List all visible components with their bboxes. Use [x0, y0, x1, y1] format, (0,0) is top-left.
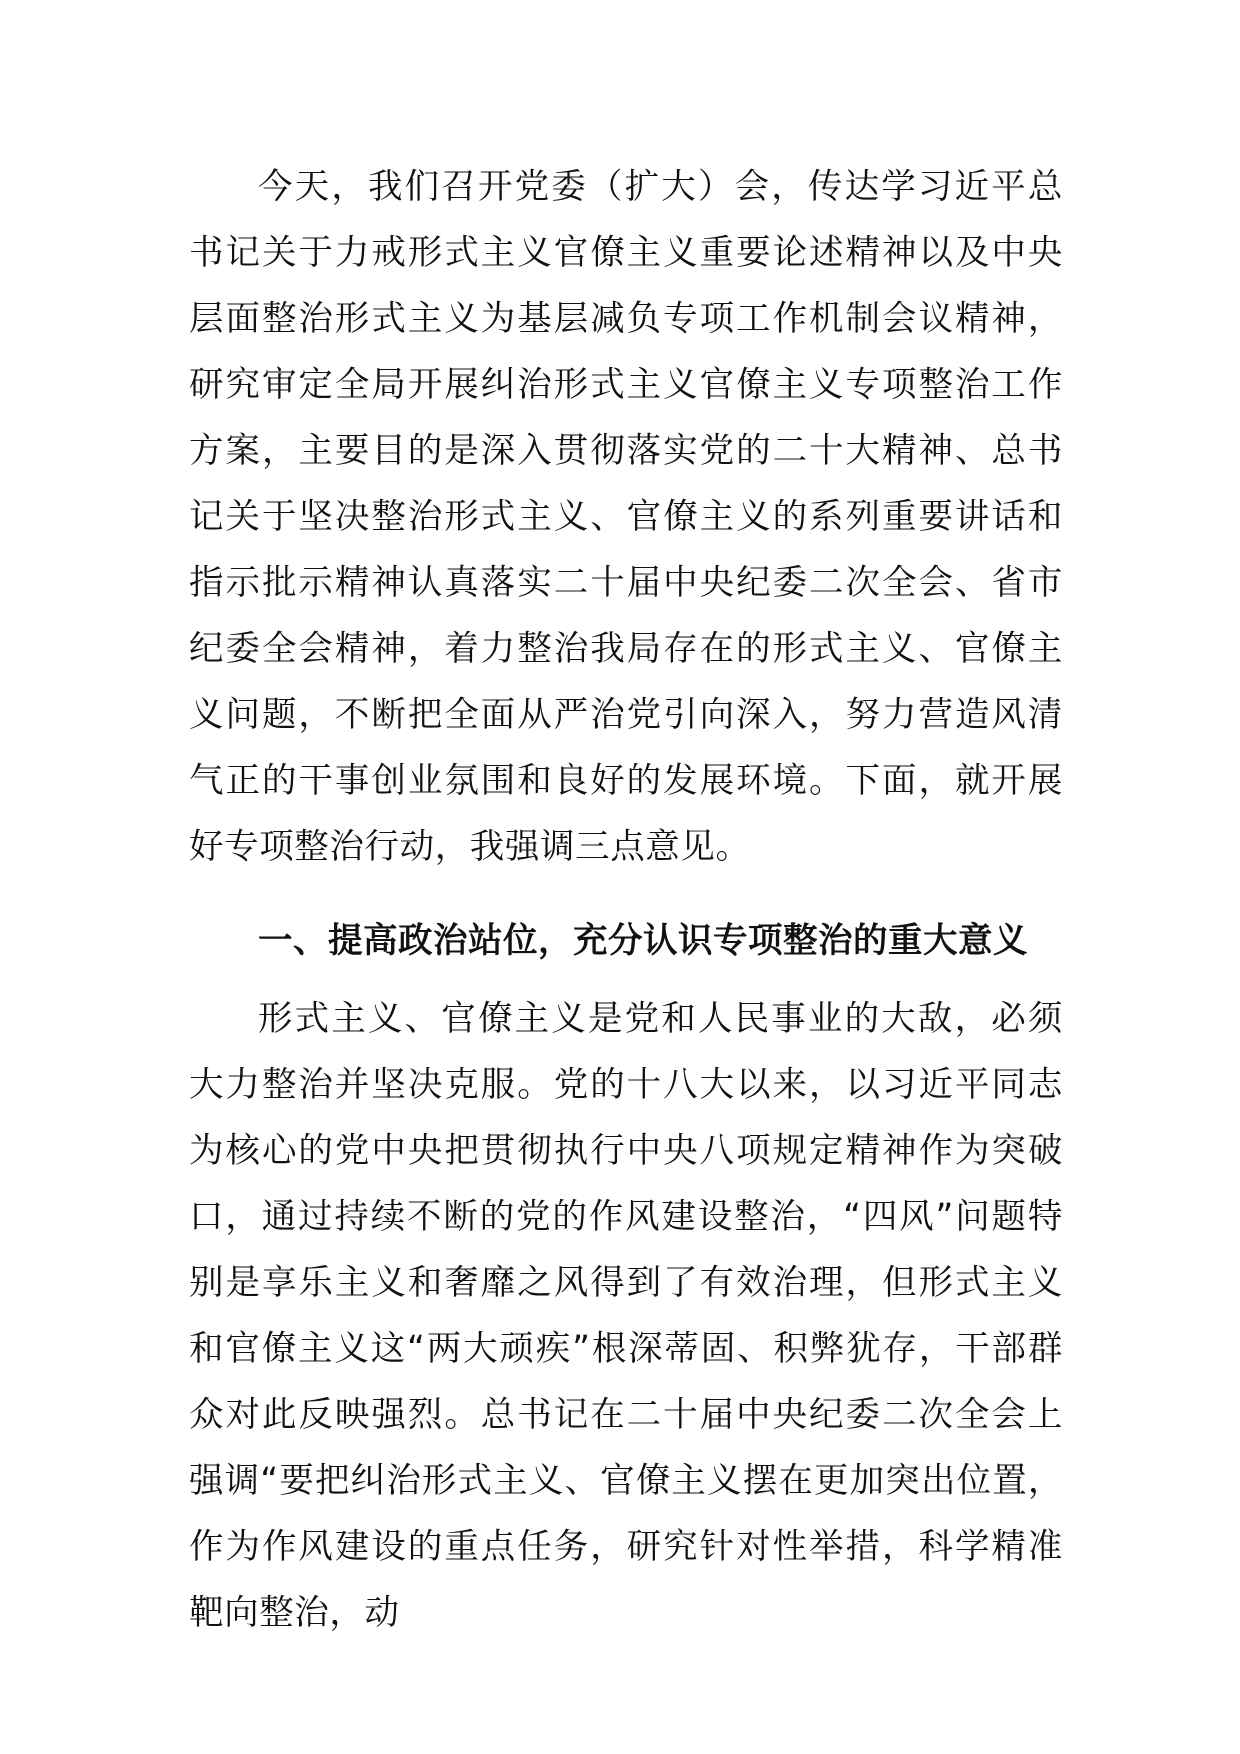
section-1-paragraph: 形式主义、官僚主义是党和人民事业的大敌，必须大力整治并坚决克服。党的十八大以来，以习近平同志为核心的党中央把贯彻执行中央八项规定精神作为突破口，通过持续不断的党的作风建设整治，“四风”问题特别是享乐主义和奢靡之风得到了有效治理，但形式主义和官僚主义这“两大顽疾”根深蒂固、积弊犹存，干部群众对此反映强烈。总书记在二十届中央纪委二次全会上强调“要把纠治形式主义、官僚主义摆在更加突出位置，作为作风建设的重点任务，研究针对性举措，科学精准靶向整治，动: [189, 999, 1063, 1633]
section-heading-1: 一、提高政治站位，充分认识专项整治的重大意义: [258, 921, 1028, 961]
document-body: [189, 154, 1063, 1646]
intro-paragraph: 今天，我们召开党委（扩大）会，传达学习近平总书记关于力戒形式主义官僚主义重要论述精神以及中央层面整治形式主义为基层减负专项工作机制会议精神，研究审定全局开展纠治形式主义官僚主义专项整治工作方案，主要目的是深入贯彻落实党的二十大精神、总书记关于坚决整治形式主义、官僚主义的系列重要讲话和指示批示精神认真落实二十届中央纪委二次全会、省市纪委全会精神，着力整治我局存在的形式主义、官僚主义问题，不断把全面从严治党引向深入，努力营造风清气正的干事创业氛围和良好的发展环境。下面，就开展好专项整治行动，我强调三点意见。: [189, 167, 1063, 867]
